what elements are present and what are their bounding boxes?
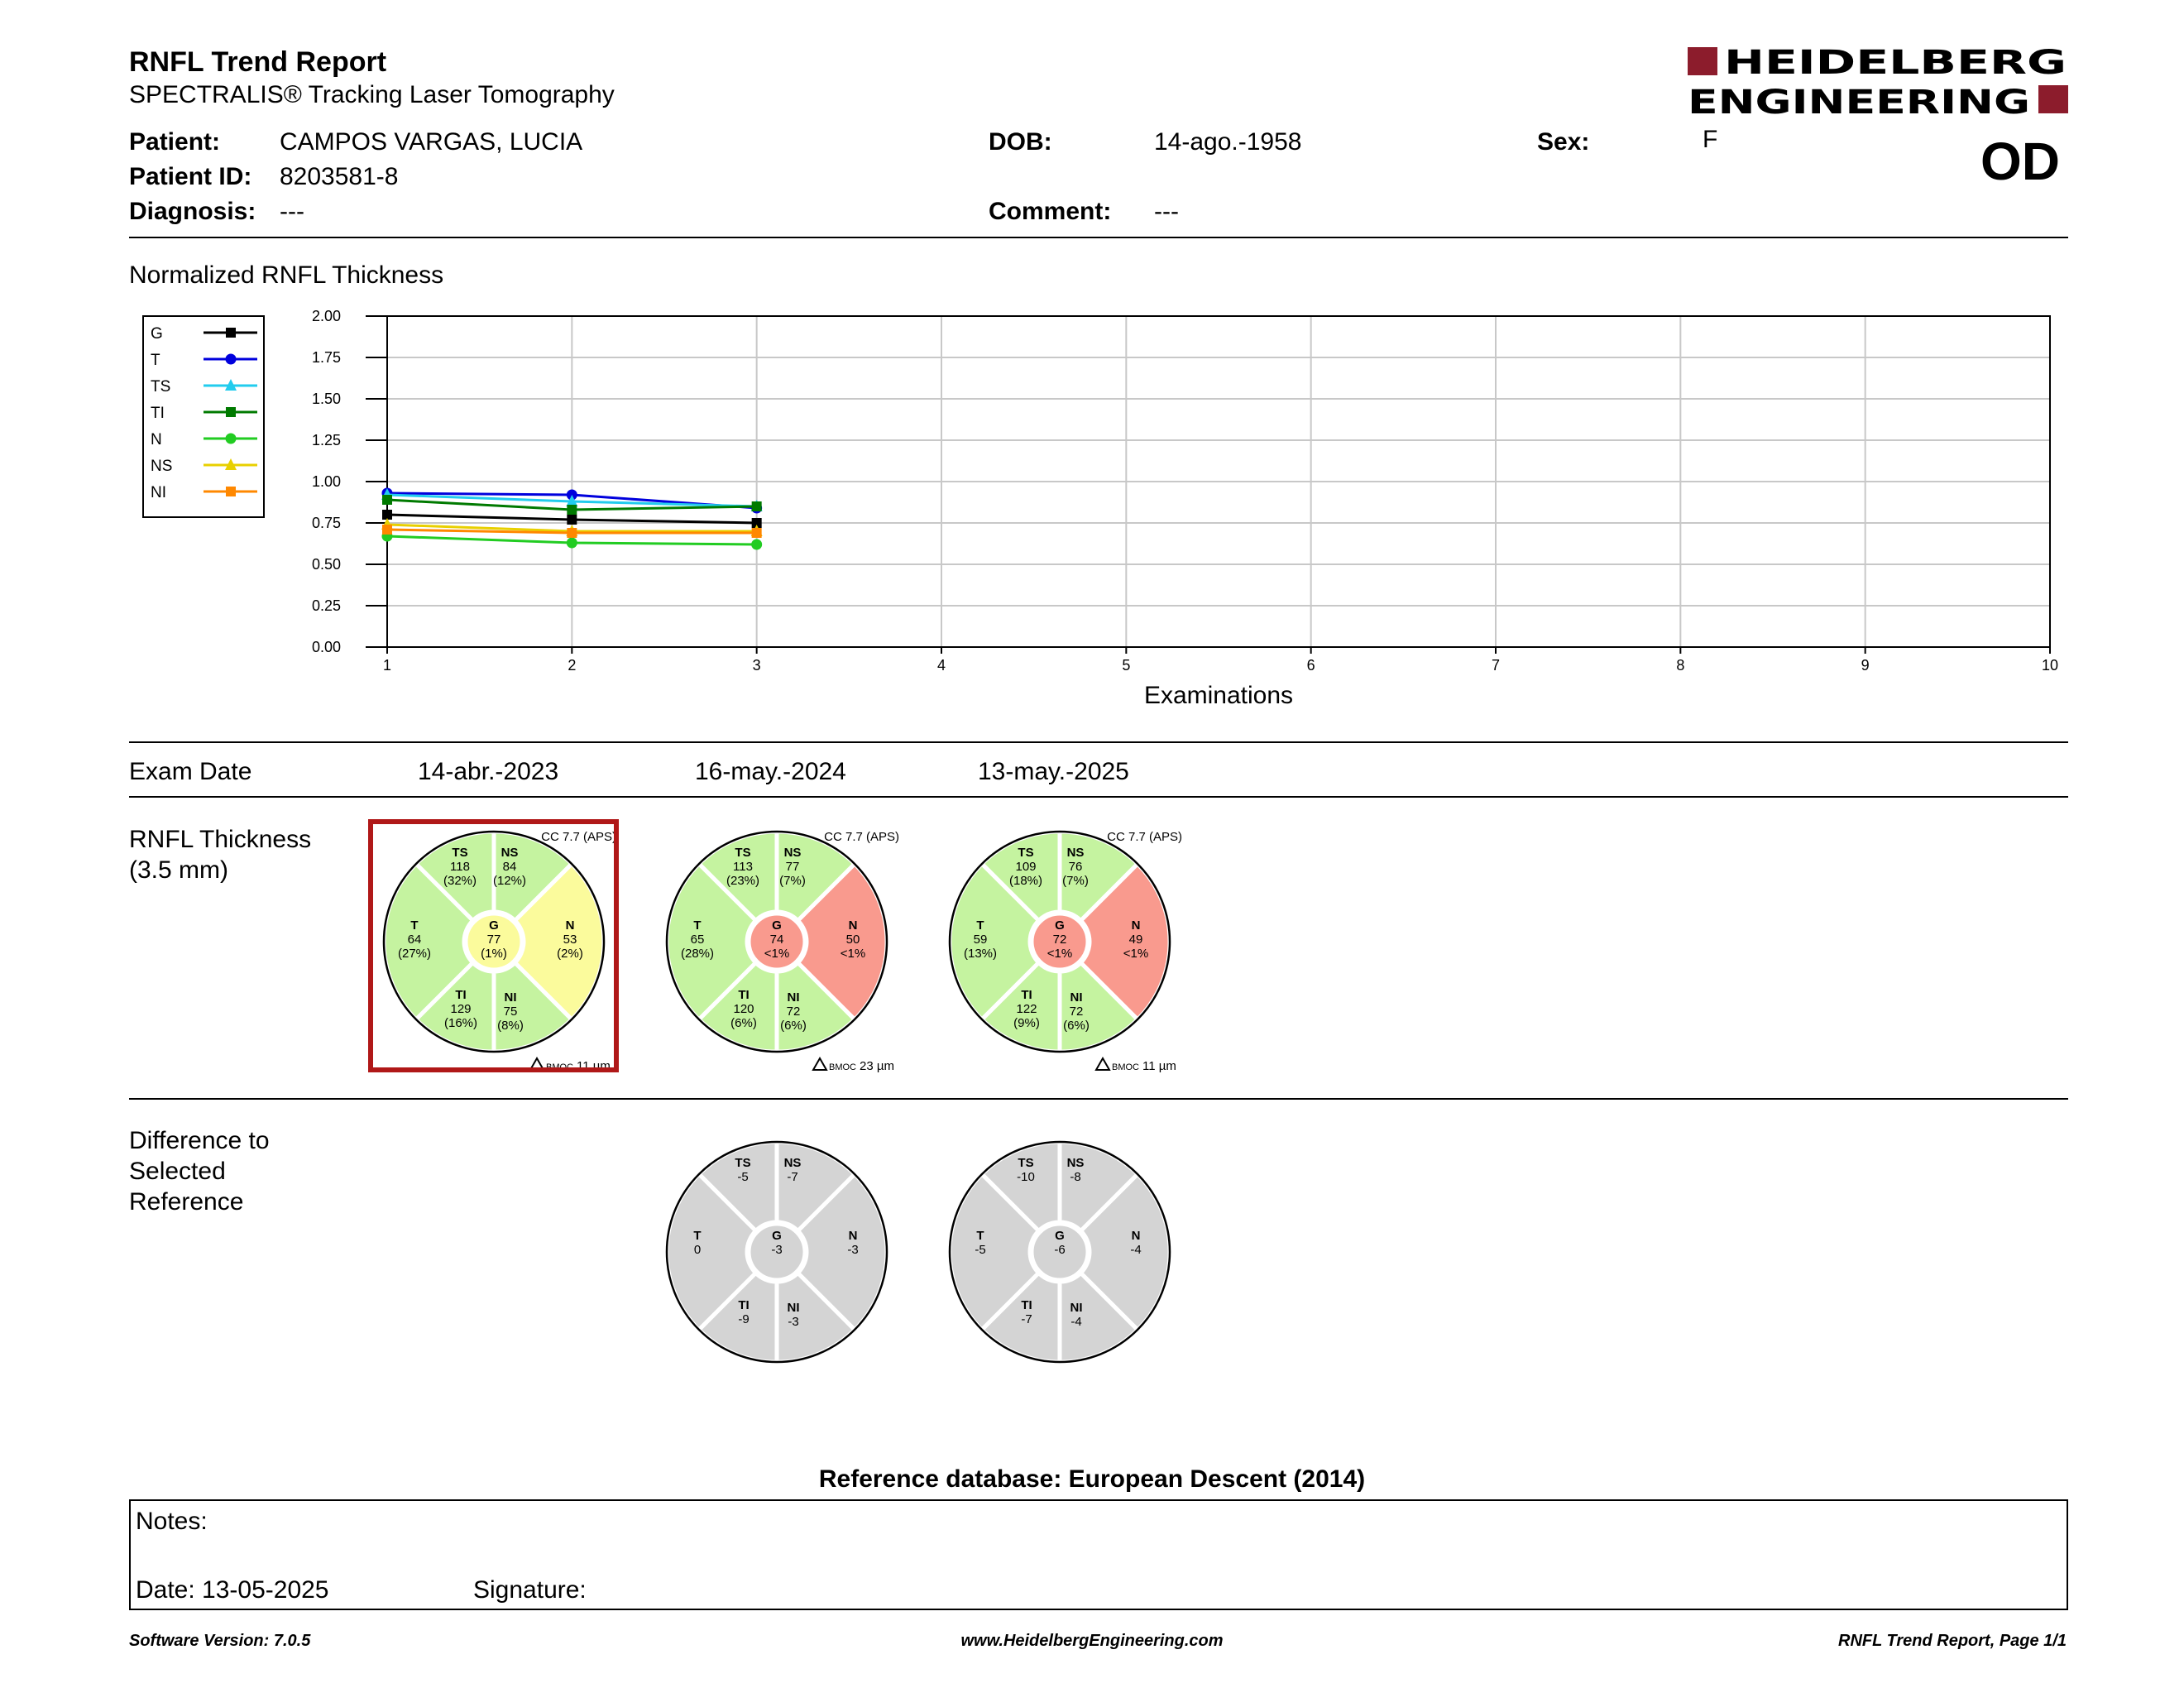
sector-label-t: T	[976, 918, 984, 933]
sector-value-g: 72	[1052, 933, 1067, 947]
sector-value-g: -3	[771, 1243, 783, 1257]
x-tick-label: 6	[1306, 657, 1315, 674]
sector-percent-ns: (7%)	[779, 874, 806, 888]
sector-value-ti: 120	[733, 1002, 754, 1016]
signature-label: Signature:	[473, 1576, 587, 1604]
sector-value-ts: 109	[1015, 860, 1037, 874]
sector-value-ns: 77	[785, 860, 800, 874]
sector-label-ti: TI	[455, 988, 467, 1002]
sector-value-ts: -10	[1017, 1170, 1035, 1184]
notes-box[interactable]	[129, 1499, 2068, 1610]
rnfl-circle-exam-3[interactable]	[934, 819, 1186, 1076]
sector-value-ns: 76	[1068, 860, 1083, 874]
sector-value-t: 59	[973, 933, 988, 947]
sector-percent-ns: (12%)	[492, 874, 527, 888]
bmoc-value: 23 µm	[860, 1059, 894, 1073]
bmoc-prefix: BMOC	[829, 1062, 856, 1072]
sector-label-ns: NS	[783, 846, 802, 860]
sector-value-n: 50	[845, 933, 860, 947]
x-tick-label: 5	[1122, 657, 1131, 674]
cc-label: CC 7.7 (APS)	[824, 830, 899, 844]
sector-label-ts: TS	[735, 1156, 751, 1170]
x-tick-label: 10	[2041, 657, 2059, 674]
sector-value-ts: 113	[733, 860, 753, 874]
comment-label: Comment:	[989, 198, 1112, 225]
notes-date: Date: 13-05-2025	[136, 1576, 329, 1604]
cc-label: CC 7.7 (APS)	[1107, 830, 1182, 844]
x-tick-label: 7	[1491, 657, 1501, 674]
x-tick-label: 4	[936, 657, 946, 674]
exam-divider	[129, 796, 2068, 798]
legend-label-g: G	[151, 325, 163, 343]
diagnosis-label: Diagnosis:	[129, 198, 256, 225]
rnfl-thickness-label-line2: (3.5 mm)	[129, 856, 228, 884]
heidelberg-logo	[1688, 46, 2068, 117]
sector-label-ni: NI	[1070, 990, 1083, 1005]
y-tick-label: 0.00	[311, 639, 341, 655]
sector-value-ni: 72	[786, 1005, 801, 1019]
header-divider	[129, 237, 2068, 238]
legend-marker-t	[226, 354, 237, 365]
notes-label: Notes:	[136, 1508, 208, 1535]
sector-label-g: G	[1055, 1229, 1065, 1243]
sector-percent-g: <1%	[1046, 947, 1073, 961]
sector-percent-ts: (23%)	[726, 874, 760, 888]
exam-date-label: Exam Date	[129, 758, 252, 785]
sector-label-ts: TS	[452, 846, 468, 860]
data-point-n	[567, 538, 577, 549]
x-tick-label: 2	[568, 657, 577, 674]
exam-date-2: 16-may.-2024	[695, 758, 846, 785]
sector-value-ni: 72	[1069, 1005, 1084, 1019]
data-point-ni	[567, 528, 577, 538]
sector-percent-ti: (9%)	[1013, 1016, 1040, 1030]
sector-label-ns: NS	[500, 846, 519, 860]
sector-label-ns: NS	[783, 1156, 802, 1170]
sector-value-ni: 75	[503, 1005, 518, 1019]
sector-value-t: -5	[975, 1243, 986, 1257]
comment-value: ---	[1154, 198, 1179, 225]
patient-label: Patient:	[129, 128, 221, 156]
svg-text:ENGINEERING: ENGINEERING	[1688, 84, 2030, 117]
sector-value-t: 64	[407, 933, 422, 947]
x-tick-label: 8	[1676, 657, 1685, 674]
patient-name: CAMPOS VARGAS, LUCIA	[280, 128, 583, 156]
x-axis-label: Examinations	[1143, 682, 1294, 709]
sector-value-ns: -7	[787, 1170, 798, 1184]
legend-marker-ni	[226, 487, 236, 496]
difference-label-line1: Difference to	[129, 1127, 270, 1154]
sector-label-ni: NI	[504, 990, 517, 1005]
dob-value: 14-ago.-1958	[1154, 128, 1302, 156]
data-point-ti	[567, 505, 577, 515]
thickness-divider	[129, 1098, 2068, 1100]
sector-value-t: 65	[690, 933, 705, 947]
y-tick-label: 2.00	[311, 308, 341, 324]
sex-value: F	[1703, 126, 1718, 153]
y-tick-label: 0.50	[311, 556, 341, 573]
data-point-ni	[752, 528, 762, 538]
sector-label-t: T	[693, 918, 702, 933]
sector-percent-ti: (16%)	[443, 1016, 478, 1030]
sector-value-ns: -8	[1070, 1170, 1081, 1184]
sector-label-ti: TI	[738, 1298, 750, 1312]
x-tick-label: 3	[752, 657, 761, 674]
data-point-g	[567, 515, 577, 525]
sector-value-ts: -5	[737, 1170, 749, 1184]
y-tick-label: 1.50	[311, 391, 341, 407]
legend-label-t: T	[151, 352, 160, 369]
legend-label-ts: TS	[151, 378, 171, 396]
bmoc-value: 11 µm	[1142, 1059, 1176, 1073]
bmoc-value: 11 µm	[577, 1059, 611, 1073]
sector-label-g: G	[772, 1229, 782, 1243]
sector-percent-t: (28%)	[680, 947, 715, 961]
legend-label-ti: TI	[151, 405, 165, 422]
difference-circle-exam-3	[934, 1125, 1186, 1374]
sector-value-t: 0	[693, 1243, 702, 1257]
legend-marker-g	[226, 328, 236, 338]
sector-value-ti: 129	[450, 1002, 472, 1016]
legend-marker-ti	[226, 407, 236, 417]
y-tick-label: 0.75	[311, 515, 341, 531]
sector-label-ti: TI	[738, 988, 750, 1002]
difference-label-line3: Reference	[129, 1188, 244, 1216]
rnfl-thickness-label-line1: RNFL Thickness	[129, 826, 312, 853]
bmoc-prefix: BMOC	[546, 1062, 573, 1072]
svg-text:HEIDELBERG: HEIDELBERG	[1724, 46, 2067, 82]
eye-indicator: OD	[1980, 132, 2060, 191]
report-title: RNFL Trend Report	[129, 46, 387, 78]
sector-percent-t: (13%)	[963, 947, 998, 961]
sector-label-n: N	[1131, 918, 1141, 933]
sector-value-ti: -7	[1021, 1312, 1032, 1326]
exam-date-3: 13-may.-2025	[978, 758, 1129, 785]
data-point-ti	[382, 495, 392, 505]
sector-percent-n: <1%	[1123, 947, 1149, 961]
sector-label-n: N	[1131, 1229, 1141, 1243]
sector-percent-t: (27%)	[397, 947, 432, 961]
sector-label-ni: NI	[787, 1301, 800, 1315]
sector-label-ti: TI	[1021, 988, 1032, 1002]
sector-value-g: 77	[486, 933, 501, 947]
sector-value-ti: -9	[738, 1312, 750, 1326]
report-subtitle: SPECTRALIS® Tracking Laser Tomography	[129, 81, 615, 108]
y-tick-label: 1.25	[311, 432, 341, 448]
sector-label-g: G	[772, 918, 782, 933]
sector-percent-ts: (32%)	[443, 874, 477, 888]
sector-value-n: -4	[1130, 1243, 1142, 1257]
sector-label-ni: NI	[1070, 1301, 1083, 1315]
sector-label-ns: NS	[1066, 846, 1085, 860]
sector-percent-ni: (8%)	[497, 1019, 524, 1033]
sector-label-t: T	[693, 1229, 702, 1243]
sector-value-ti: 122	[1016, 1002, 1037, 1016]
sector-label-ts: TS	[1018, 1156, 1034, 1170]
sector-percent-ni: (6%)	[1063, 1019, 1090, 1033]
sector-label-n: N	[848, 1229, 858, 1243]
data-point-ni	[382, 525, 392, 535]
difference-circle-exam-2	[651, 1125, 903, 1374]
data-point-n	[751, 539, 762, 550]
patient-id: 8203581-8	[280, 163, 399, 190]
sector-value-ts: 118	[450, 860, 470, 874]
data-point-ti	[752, 501, 762, 511]
difference-label-line2: Selected	[129, 1158, 226, 1185]
sector-label-n: N	[565, 918, 575, 933]
sector-label-ts: TS	[735, 846, 751, 860]
sector-value-g: -6	[1054, 1243, 1066, 1257]
difference-label	[129, 1125, 270, 1217]
sector-label-ts: TS	[1018, 846, 1034, 860]
diagnosis-value: ---	[280, 198, 304, 225]
sector-percent-ni: (6%)	[780, 1019, 807, 1033]
sector-value-g: 74	[769, 933, 784, 947]
sector-label-ns: NS	[1066, 1156, 1085, 1170]
sector-percent-g: (1%)	[481, 947, 507, 961]
sex-label: Sex:	[1537, 128, 1590, 156]
sector-value-ns: 84	[502, 860, 517, 874]
x-tick-label: 1	[382, 657, 392, 674]
sector-value-n: -3	[847, 1243, 859, 1257]
sector-value-n: 53	[563, 933, 577, 947]
bmoc-triangle-icon	[1096, 1058, 1109, 1070]
sector-percent-n: (2%)	[557, 947, 583, 961]
rnfl-circle-exam-2[interactable]	[651, 819, 903, 1076]
sector-label-t: T	[976, 1229, 984, 1243]
sector-label-g: G	[489, 918, 499, 933]
rnfl-circle-exam-1[interactable]	[368, 819, 620, 1076]
reference-database: Reference database: European Descent (2014)	[818, 1465, 1366, 1493]
x-tick-label: 9	[1861, 657, 1870, 674]
y-tick-label: 1.00	[311, 473, 341, 490]
patient-id-label: Patient ID:	[129, 163, 252, 190]
sector-value-n: 49	[1128, 933, 1143, 947]
legend-label-n: N	[151, 431, 162, 448]
sector-label-n: N	[848, 918, 858, 933]
legend-label-ns: NS	[151, 458, 173, 475]
chart-title: Normalized RNFL Thickness	[129, 261, 444, 289]
dob-label: DOB:	[989, 128, 1052, 156]
sector-percent-ti: (6%)	[730, 1016, 757, 1030]
sector-label-t: T	[410, 918, 419, 933]
website-link[interactable]: www.HeidelbergEngineering.com	[960, 1632, 1224, 1650]
legend-marker-n	[226, 434, 237, 444]
y-tick-label: 0.25	[311, 597, 341, 614]
exam-date-1: 14-abr.-2023	[418, 758, 559, 785]
sector-label-g: G	[1055, 918, 1065, 933]
chart-divider	[129, 741, 2068, 743]
rnfl-thickness-label	[129, 824, 311, 885]
page-number: RNFL Trend Report, Page 1/1	[1838, 1632, 2067, 1650]
sector-percent-g: <1%	[764, 947, 790, 961]
sector-percent-n: <1%	[840, 947, 866, 961]
cc-label: CC 7.7 (APS)	[541, 830, 616, 844]
sector-value-ni: -4	[1070, 1315, 1082, 1329]
sector-percent-ns: (7%)	[1062, 874, 1089, 888]
bmoc-prefix: BMOC	[1112, 1062, 1139, 1072]
trend-chart	[0, 290, 2184, 720]
software-version: Software Version: 7.0.5	[129, 1632, 311, 1650]
y-tick-label: 1.75	[311, 349, 341, 366]
sector-percent-ts: (18%)	[1008, 874, 1043, 888]
sector-label-ti: TI	[1021, 1298, 1032, 1312]
sector-label-ni: NI	[787, 990, 800, 1005]
sector-value-ni: -3	[788, 1315, 799, 1329]
legend-label-ni: NI	[151, 484, 166, 501]
bmoc-triangle-icon	[813, 1058, 826, 1070]
